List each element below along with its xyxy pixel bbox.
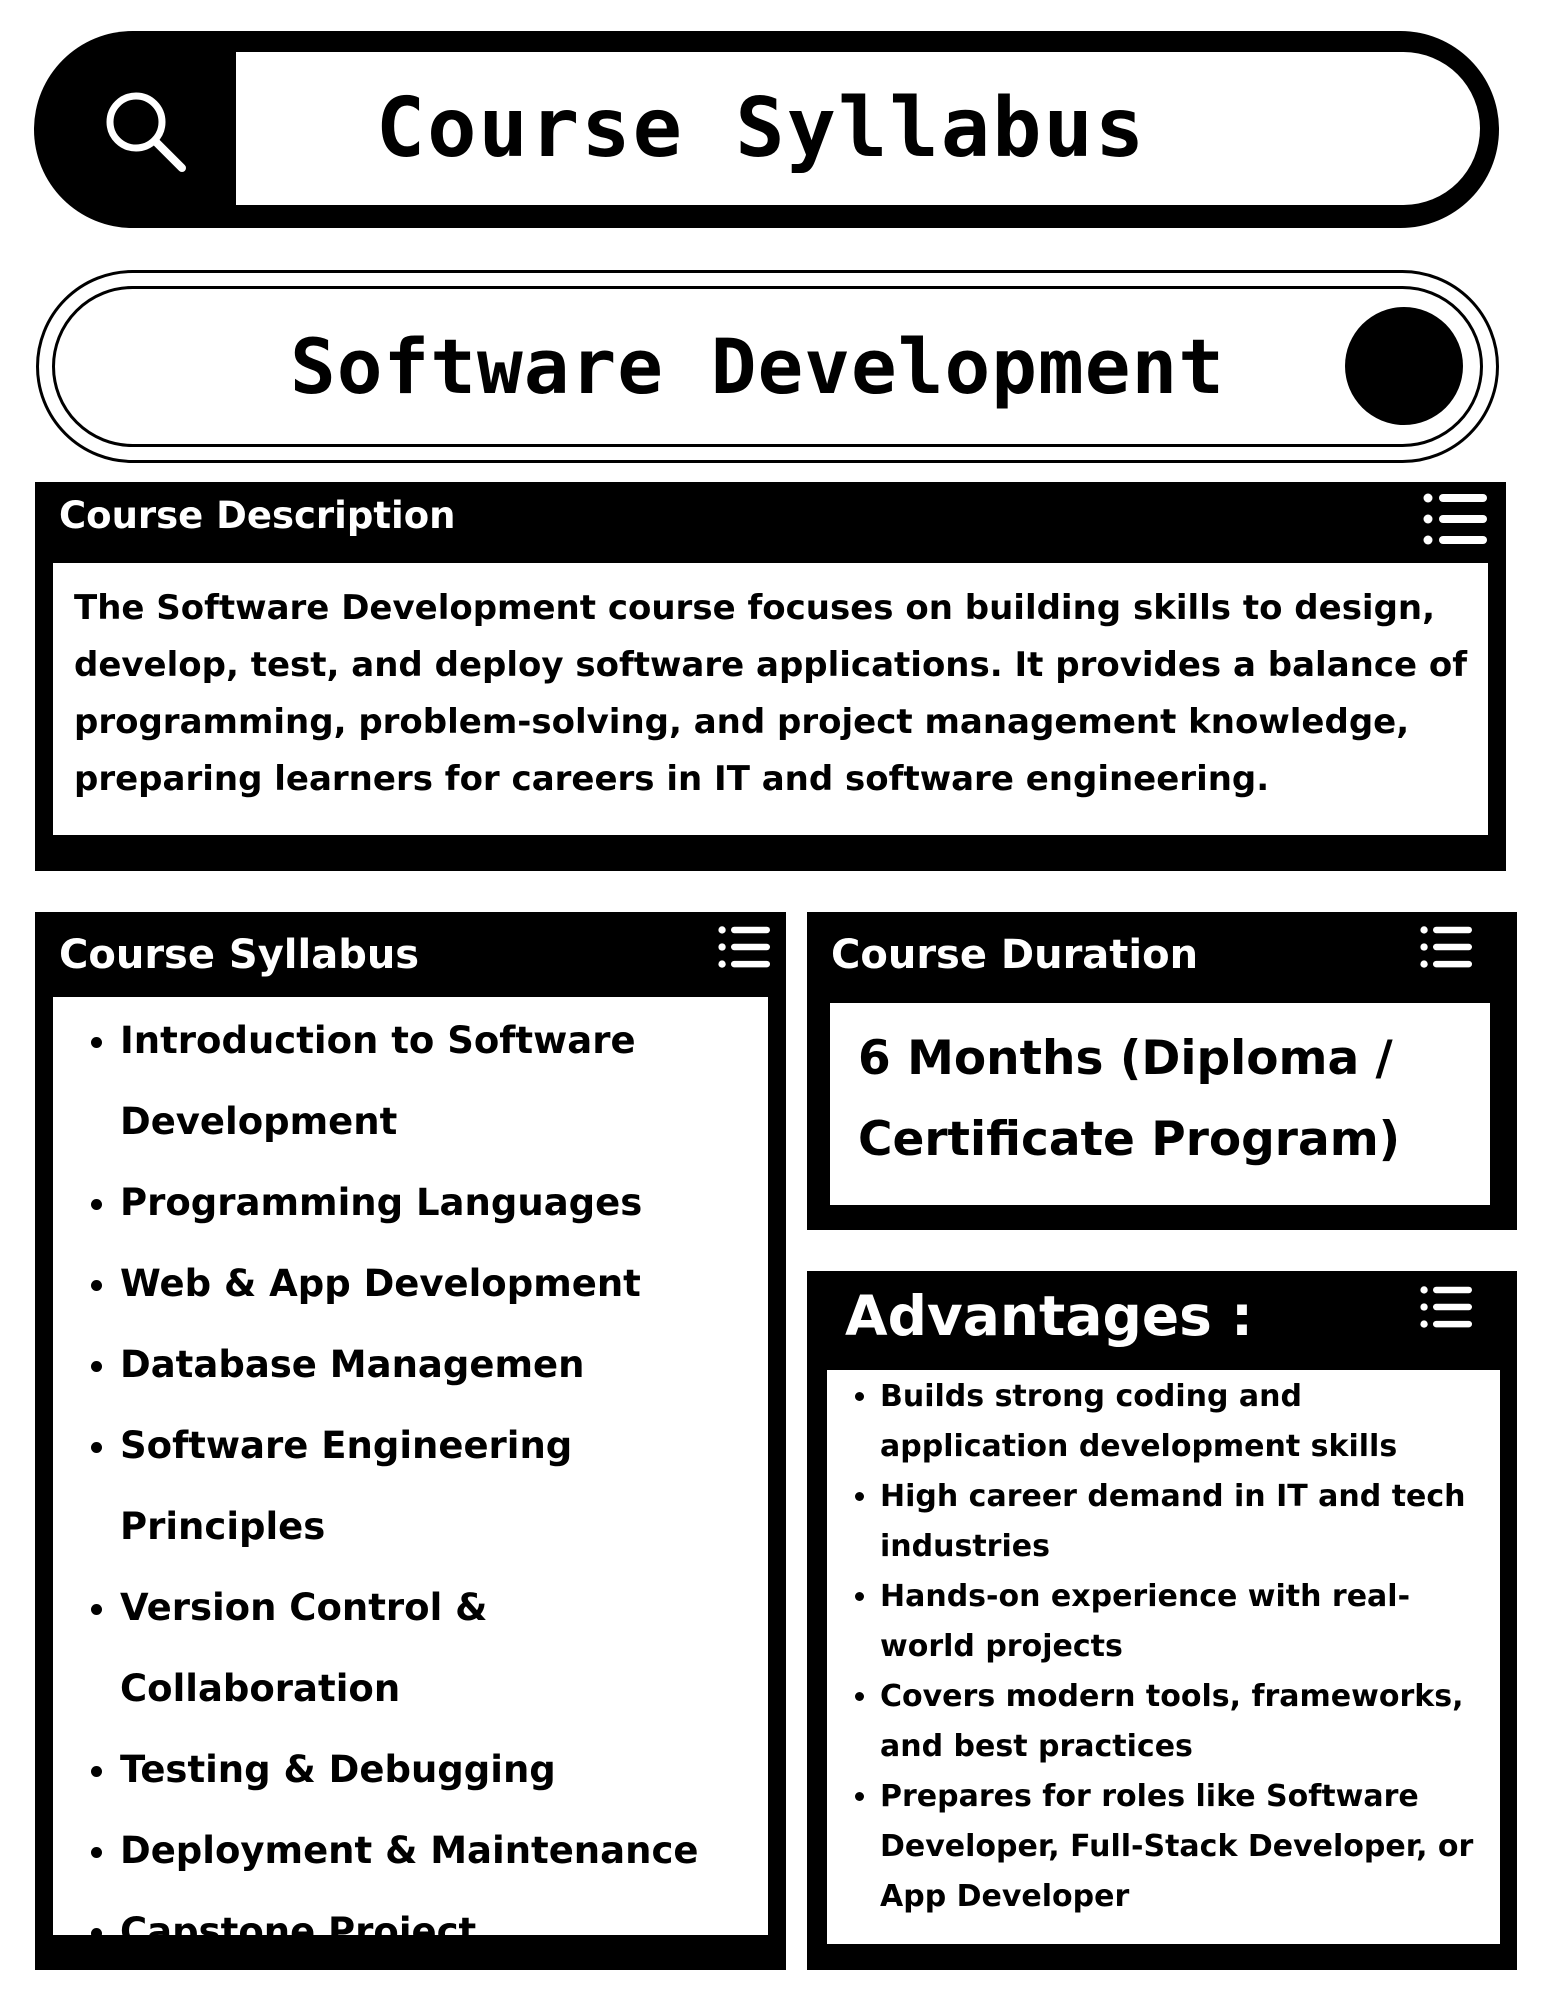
list-item: • Web & App Development [120,1243,766,1324]
duration-title: Course Duration [831,932,1199,978]
filled-circle-icon [1345,307,1463,425]
syllabus-title: Course Syllabus [59,932,420,978]
list-item: • Programming Languages [120,1162,766,1243]
list-item: • Capstone Project [120,1891,766,1972]
list-icon [1420,1285,1472,1329]
course-name: Software Development [289,322,1226,411]
search-icon [102,88,188,174]
list-icon [718,925,770,969]
list-item: • Covers modern tools, frameworks, and best practices [880,1672,1498,1772]
page-title: Course Syllabus [375,81,1147,176]
list-item: • Introduction to Software Development [120,1000,766,1162]
list-icon [1420,925,1472,969]
duration-text: 6 Months (Diploma / Certificate Program) [858,1031,1401,1167]
advantages-title: Advantages : [845,1284,1254,1348]
description-text: The Software Development course focuses on building skills to design, develop, test, and deploy software applications. It provides a balance of programming, problem-solving, and project management knowledge, preparing learners for careers in IT and software engineering. [74,588,1468,799]
list-item: • Deployment & Maintenance [120,1810,766,1891]
list-item: • Testing & Debugging [120,1729,766,1810]
list-item: • Builds strong coding and application development skills [880,1372,1498,1472]
list-item: • Database Managemen [120,1324,766,1405]
list-item: • Hands-on experience with real-world projects [880,1572,1498,1672]
list-item: • Version Control & Collaboration [120,1567,766,1729]
list-item: • Software Engineering Principles [120,1405,766,1567]
list-item: • High career demand in IT and tech industries [880,1472,1498,1572]
list-item: • Prepares for roles like Software Developer, Full-Stack Developer, or App Developer [880,1772,1498,1922]
syllabus-list [66,1000,766,1972]
advantages-list [838,1372,1498,1922]
description-title: Course Description [59,494,456,537]
list-icon [1423,493,1487,545]
